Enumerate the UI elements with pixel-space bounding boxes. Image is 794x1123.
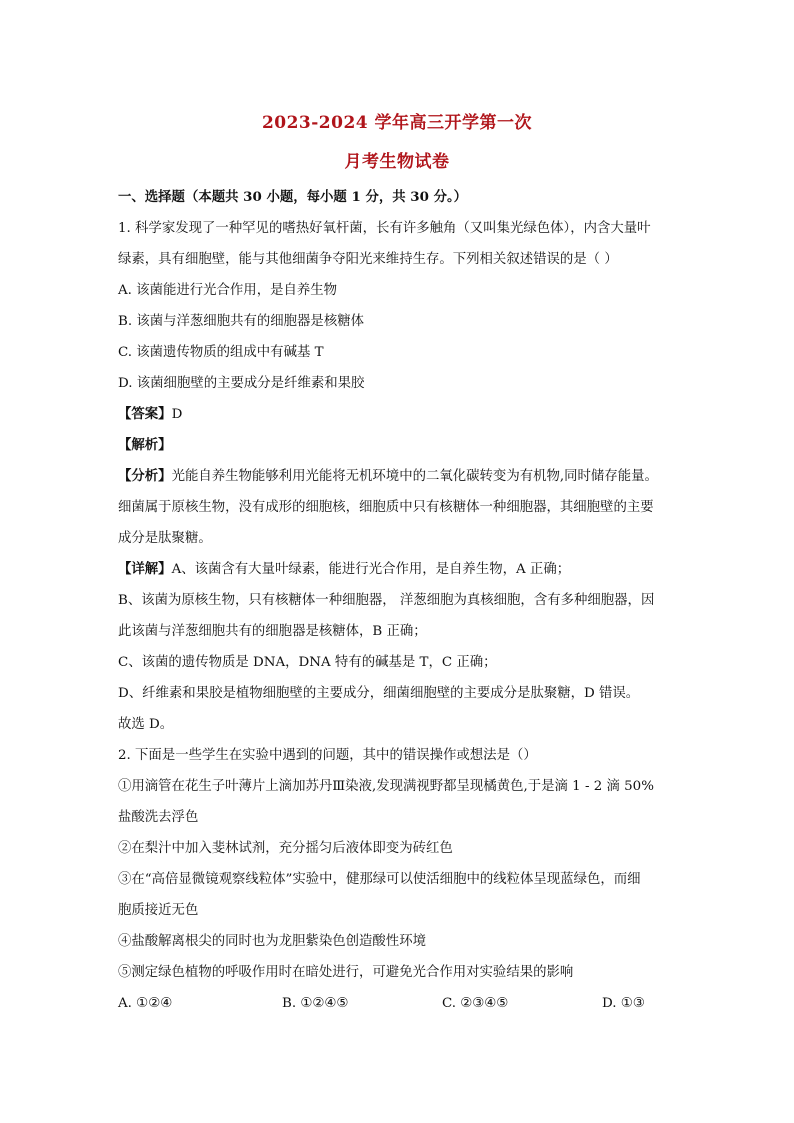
answer-label: 【答案】	[118, 406, 172, 422]
q2-statement-5: ⑤测定绿色植物的呼吸作用时在暗处进行，可避免光合作用对实验结果的影响	[118, 965, 574, 980]
xiangjie-line-d: D、纤维素和果胶是植物细胞壁的主要成分，细菌细胞壁的主要成分是肽聚糖，D 错误。	[118, 686, 640, 701]
q2-statement-1-line1: ①用滴管在花生子叶薄片上滴加苏丹Ⅲ染液,发现满视野都呈现橘黄色,于是滴 1 - 2 滴 50%	[118, 779, 654, 794]
q1-answer	[118, 399, 678, 430]
xiangjie-line-b2: 此该菌与洋葱细胞共有的细胞器是核糖体，B 正确；	[118, 624, 427, 639]
fenxi-line2: 细菌属于原核生物，没有成形的细胞核，细胞质中只有核糖体一种细胞器，其细胞壁的主要	[118, 500, 654, 515]
xiangjie-line-a	[118, 554, 678, 585]
exam-title-line2: 月考生物试卷	[344, 152, 450, 172]
q2-stem: 2. 下面是一些学生在实验中遇到的问题，其中的错误操作或想法是（）	[118, 748, 537, 763]
q1-option-c: C. 该菌遗传物质的组成中有碱基 T	[118, 345, 324, 360]
fenxi-line3: 成分是肽聚糖。	[118, 531, 212, 546]
q1-stem-line1: 1. 科学家发现了一种罕见的嗜热好氧杆菌，长有许多触角（又叫集光绿色体），内含大量叶	[118, 221, 651, 236]
xiangjie-text-a: A、该菌含有大量叶绿素，能进行光合作用，是自养生物，A 正确；	[171, 562, 571, 577]
q2-choice-c: C. ②③④⑤	[442, 996, 509, 1011]
q1-conclusion: 故选 D。	[118, 717, 174, 732]
q1-option-a: A. 该菌能进行光合作用，是自养生物	[118, 283, 338, 298]
fenxi-text1: 光能自养生物能够利用光能将无机环境中的二氧化碳转变为有机物,同时储存能量。	[171, 469, 658, 484]
xiangjie-line-c: C、该菌的遗传物质是 DNA，DNA 特有的碱基是 T，C 正确；	[118, 655, 497, 670]
q1-option-d: D. 该菌细胞壁的主要成分是纤维素和果胶	[118, 376, 365, 391]
q1-stem-line2: 绿素，具有细胞壁，能与其他细菌争夺阳光来维持生存。下列相关叙述错误的是（ ）	[118, 252, 618, 267]
q1-option-b: B. 该菌与洋葱细胞共有的细胞器是核糖体	[118, 314, 364, 329]
answer-value: D	[171, 407, 183, 422]
q2-choice-d: D. ①③	[602, 996, 645, 1011]
q2-choice-a: A. ①②④	[118, 996, 173, 1011]
question-1	[118, 213, 678, 740]
section-heading: 一、选择题（本题共 30 小题，每小题 1 分，共 30 分。）	[118, 189, 468, 205]
q2-choices	[118, 988, 678, 1019]
question-2	[118, 740, 678, 1019]
q2-statement-3-line2: 胞质接近无色	[118, 903, 199, 918]
q2-choice-b: B. ①②④⑤	[282, 996, 349, 1011]
fenxi-label: 【分析】	[118, 468, 172, 484]
q2-statement-1-line2: 盐酸洗去浮色	[118, 810, 199, 825]
exam-title-line1: 2023-2024 学年高三开学第一次	[261, 113, 533, 133]
fenxi-line1	[118, 461, 678, 492]
q2-statement-4: ④盐酸解离根尖的同时也为龙胆紫染色创造酸性环境	[118, 934, 426, 949]
analysis-label: 【解析】	[118, 437, 172, 453]
q2-statement-3-line1: ③在“高倍显微镜观察线粒体”实验中，健那绿可以使活细胞中的线粒体呈现蓝绿色，而细	[118, 872, 641, 887]
q2-statement-2: ②在梨汁中加入斐林试剂，充分摇匀后液体即变为砖红色	[118, 841, 453, 856]
xiangjie-label: 【详解】	[118, 561, 172, 577]
xiangjie-line-b1: B、该菌为原核生物，只有核糖体一种细胞器， 洋葱细胞为真核细胞，含有多种细胞器，因	[118, 593, 655, 608]
exam-content	[118, 182, 678, 1019]
